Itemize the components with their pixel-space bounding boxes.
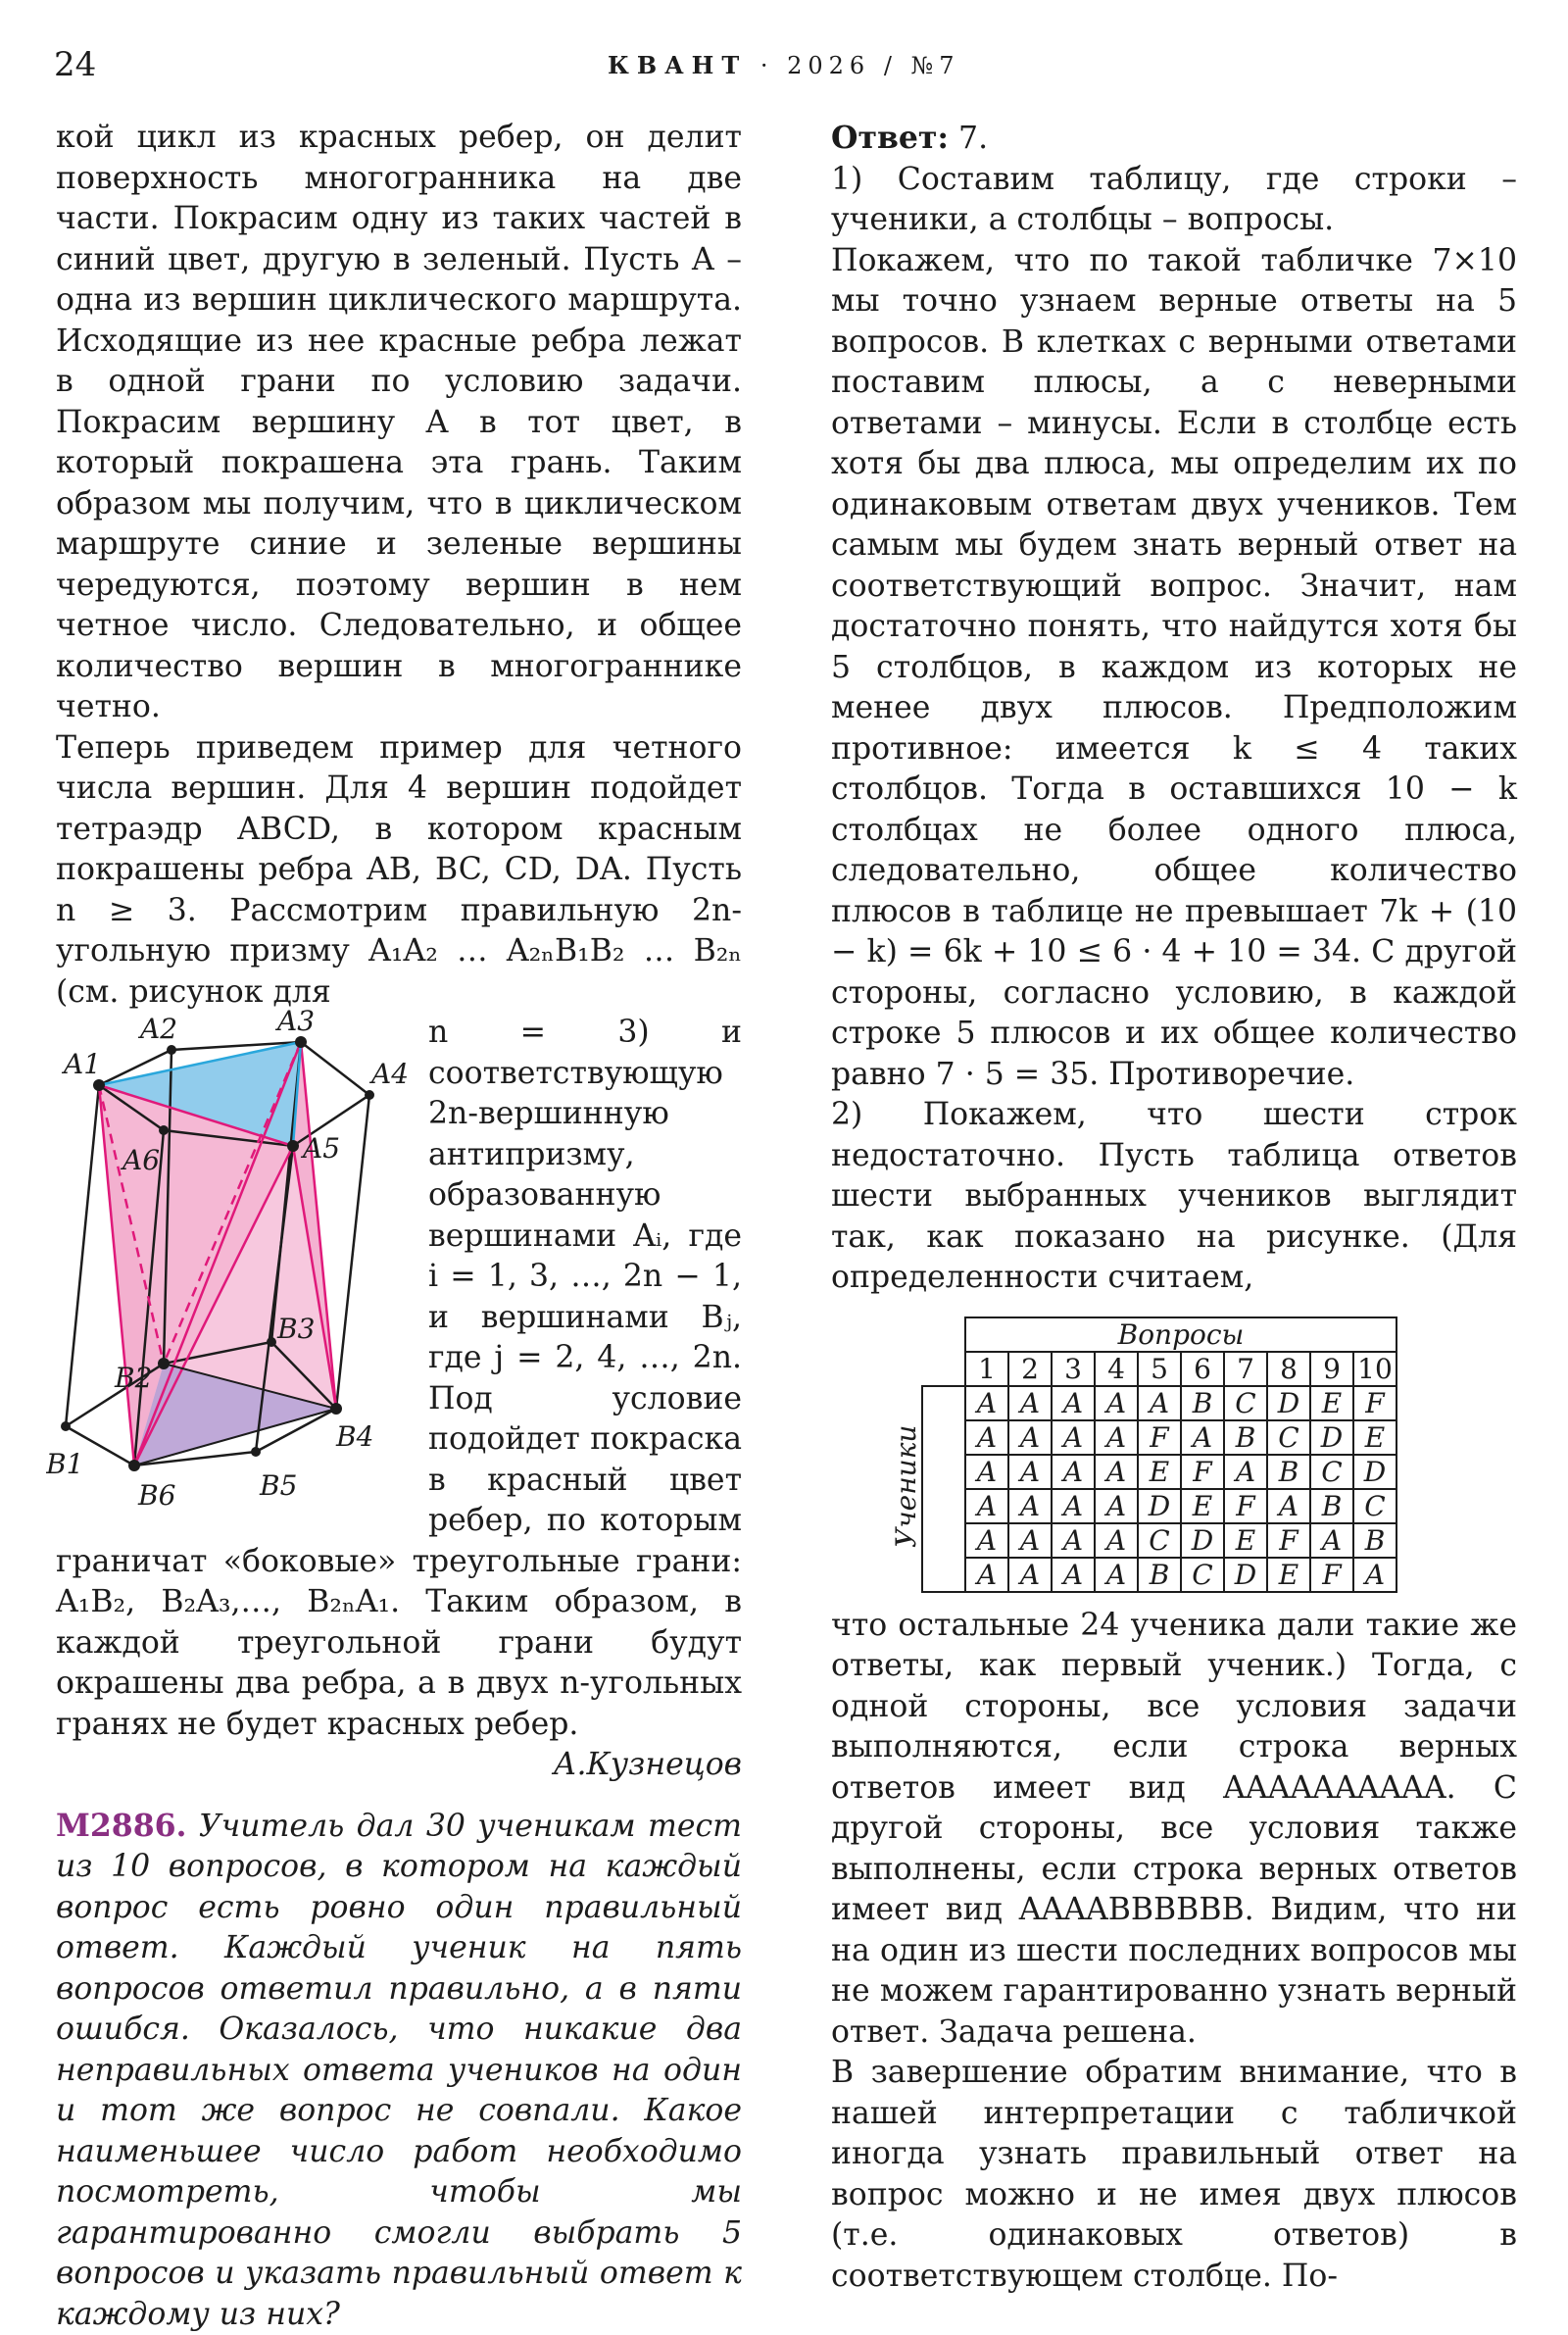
left-column — [56, 118, 742, 2335]
table-cell: A — [1052, 1558, 1095, 1592]
table-cell: A — [1008, 1489, 1052, 1523]
table-cell: A — [1181, 1420, 1224, 1455]
table-side-cell — [922, 1523, 965, 1558]
label-B6: B6 — [137, 1479, 175, 1512]
table-cell: E — [1353, 1420, 1396, 1455]
table-side-cell — [922, 1386, 965, 1420]
problem-text: Учитель дал 30 ученикам тест из 10 вопросов, в котором на каждый вопрос есть ровно один правильный ответ. Каждый ученик на пять вопросов ответил правильно, а в пяти ошибся. Оказалось, что никакие два неправильных ответа учеников на один и тот же вопрос не совпали. Какое наименьшее число работ необходимо посмотреть, чтобы мы гарантированно смогли выбрать 5 вопросов и указать правильный ответ к каждому из них? — [56, 1809, 742, 2332]
table-row — [922, 1420, 1396, 1455]
table-cell: A — [965, 1489, 1008, 1523]
table-cell: A — [1008, 1455, 1052, 1489]
table-row — [922, 1489, 1396, 1523]
table-cell: A — [1095, 1489, 1138, 1523]
table-column-number: 6 — [1181, 1352, 1224, 1386]
table-cell: C — [1353, 1489, 1396, 1523]
table-column-number: 9 — [1310, 1352, 1353, 1386]
table-column-number: 3 — [1052, 1352, 1095, 1386]
vertex — [93, 1079, 105, 1091]
paragraph: 2) Покажем, что шести строк недостаточно. Пусть таблица ответов шести выбранных учеников выглядит так, как показано на рисунке. (Для определенности считаем, — [831, 1095, 1517, 1299]
table-cell: A — [1095, 1523, 1138, 1558]
table-header: Вопросы — [965, 1317, 1396, 1352]
paragraph: Теперь приведем пример для четного числа вершин. Для 4 вершин подойдет тетраэдр ABCD, в котором красным покрашены ребра AB, BC, CD, DA. Пусть n ≥ 3. Рассмотрим правильную 2n-угольную призму A₁A₂ … A₂ₙB₁B₂ … B₂ₙ (см. рисунок для — [56, 728, 742, 1014]
label-A6: A6 — [120, 1144, 160, 1176]
table-side-cell — [922, 1420, 965, 1455]
table-cell: C — [1267, 1420, 1310, 1455]
table-header-row — [922, 1317, 1396, 1352]
table-cell: D — [1310, 1420, 1353, 1455]
table-cell: A — [1008, 1523, 1052, 1558]
table-cell: A — [1008, 1558, 1052, 1592]
vertex — [287, 1140, 299, 1152]
table-corner — [922, 1352, 965, 1386]
table-cell: A — [1224, 1455, 1267, 1489]
table-cell: F — [1353, 1386, 1396, 1420]
vertex — [159, 1125, 169, 1135]
table-cell: B — [1267, 1455, 1310, 1489]
table-cell: E — [1224, 1523, 1267, 1558]
table-cell: A — [1008, 1386, 1052, 1420]
label-A2: A2 — [137, 1013, 177, 1045]
table-cell: A — [1095, 1455, 1138, 1489]
table-cell: E — [1310, 1386, 1353, 1420]
vertex — [167, 1045, 176, 1055]
paragraph: кой цикл из красных ребер, он делит поверхность многогранника на две части. Покрасим одну из таких частей в синий цвет, другую в зеленый. Пусть A – одна из вершин циклического маршрута. Исходящие из нее красные ребра лежат в одной грани по условию задачи. Покрасим вершину A в тот цвет, в который покрашена эта грань. Таким образом мы получим, что в циклическом маршруте синие и зеленые вершины чередуются, поэтому вершин в нем четное число. Следовательно, и общее количество вершин в многограннике четно. — [56, 118, 742, 728]
table-side-cell — [922, 1489, 965, 1523]
table-cell: B — [1353, 1523, 1396, 1558]
paragraph: Покажем, что по такой табличке 7×10 мы точно узнаем верные ответы на 5 вопросов. В клетках с верными ответами поставим плюсы, а с неверными ответами – минусы. Если в столбце есть хотя бы два плюса, мы определим их по одинаковым ответам двух учеников. Тем самым мы будем знать верный ответ на соответствующий вопрос. Значит, нам достаточно понять, что найдутся хотя бы 5 столбцов, в каждом из которых не менее двух плюсов. Предположим противное: имеется k ≤ 4 таких столбцов. Тогда в оставшихся 10 − k столбцах не более одного плюса, следовательно, общее количество плюсов в таблице не превышает 7k + (10 − k) = 6k + 10 ≤ 6 · 4 + 10 = 34. С другой стороны, согласно условию, в каждой строке 5 плюсов и их общее количество равно 7 · 5 = 35. Противоречие. — [831, 241, 1517, 1096]
table-cell: D — [1181, 1523, 1224, 1558]
table-cell: B — [1224, 1420, 1267, 1455]
table-cell: F — [1138, 1420, 1181, 1455]
table-cell: A — [1052, 1455, 1095, 1489]
table-cell: C — [1181, 1558, 1224, 1592]
running-header — [608, 51, 960, 79]
vertex — [158, 1358, 170, 1369]
vertex — [330, 1403, 342, 1415]
table-column-number: 2 — [1008, 1352, 1052, 1386]
vertex — [128, 1460, 140, 1471]
table-cell: A — [1095, 1420, 1138, 1455]
table-cell: A — [1095, 1558, 1138, 1592]
prism-edge — [66, 1085, 99, 1426]
table-cell: D — [1138, 1489, 1181, 1523]
table-row — [922, 1558, 1396, 1592]
table-cell: A — [965, 1386, 1008, 1420]
table-cell: B — [1181, 1386, 1224, 1420]
table-row — [922, 1523, 1396, 1558]
label-B4: B4 — [335, 1420, 373, 1453]
paragraph: n = 3) и соответствующую 2n-вершинную антипризму, образованную вершинами Aᵢ, где i = 1, 3, …, 2n − 1, и вершинами Bⱼ, где j = 2, 4, …, 2n. Под условие подойдет покраска в красный цвет ребер, по которым граничат «боковые» треугольные грани: A₁B₂, B₂A₃,…, B₂ₙA₁. Таким образом, в каждой треугольной грани будут окрашены два ребра, а в двух n-угольных гранях не будет красных ребер. — [56, 1013, 742, 1745]
vertex — [251, 1447, 261, 1457]
table-cell: F — [1310, 1558, 1353, 1592]
answer-value: 7. — [949, 121, 988, 156]
table-cell: A — [1267, 1489, 1310, 1523]
table-cell: A — [1353, 1558, 1396, 1592]
label-B3: B3 — [276, 1313, 315, 1345]
table-cell: A — [1052, 1523, 1095, 1558]
magazine-title: КВАНТ — [608, 51, 747, 79]
table-column-number: 10 — [1353, 1352, 1396, 1386]
vertex — [61, 1421, 71, 1431]
table-column-number: 1 — [965, 1352, 1008, 1386]
vertex — [267, 1337, 276, 1347]
answers-table-figure — [831, 1317, 1517, 1596]
table-column-numbers — [922, 1352, 1396, 1386]
author-signature: А.Кузнецов — [56, 1745, 742, 1786]
paragraph: 1) Составим таблицу, где строки – ученики, а столбцы – вопросы. — [831, 160, 1517, 241]
label-A1: A1 — [61, 1048, 101, 1080]
issue-number: 2026 / №7 — [787, 52, 959, 79]
paragraph: что остальные 24 ученика дали такие же ответы, как первый ученик.) Тогда, с одной стороны, все условия задачи выполняются, если строка верных ответов имеет вид AAAAAAAAAA. С другой стороны, все условия также выполнены, если строка верных ответов имеет вид AAAABBBBBB. Видим, что ни на один из шести последних вопросов мы не можем гарантированно узнать верный ответ. Задача решена. — [831, 1606, 1517, 2054]
table-column-number: 7 — [1224, 1352, 1267, 1386]
problem-statement — [56, 1806, 742, 2335]
table-side-cell — [922, 1455, 965, 1489]
table-cell: B — [1310, 1489, 1353, 1523]
table-cell: D — [1224, 1558, 1267, 1592]
antiprism-svg — [46, 1009, 428, 1518]
answer-line — [831, 118, 1517, 160]
prism-edge — [336, 1095, 369, 1409]
table-cell: F — [1181, 1455, 1224, 1489]
table-column-number: 8 — [1267, 1352, 1310, 1386]
page-number: 24 — [54, 45, 96, 84]
table-cell: F — [1267, 1523, 1310, 1558]
table-cell: F — [1224, 1489, 1267, 1523]
vertex — [365, 1090, 374, 1100]
table-cell: C — [1138, 1523, 1181, 1558]
table-cell: E — [1181, 1489, 1224, 1523]
answer-label: Ответ: — [831, 120, 949, 156]
table-cell: E — [1138, 1455, 1181, 1489]
label-A3: A3 — [274, 1009, 315, 1037]
table-cell: E — [1267, 1558, 1310, 1592]
table-cell: A — [1052, 1420, 1095, 1455]
table-cell: A — [1052, 1386, 1095, 1420]
right-column — [831, 118, 1517, 2297]
table-cell: C — [1310, 1455, 1353, 1489]
table-side-label: Ученики — [886, 1424, 927, 1547]
table-row — [922, 1386, 1396, 1420]
table-cell: C — [1224, 1386, 1267, 1420]
table-cell: A — [965, 1455, 1008, 1489]
table-row — [922, 1455, 1396, 1489]
table-cell: D — [1267, 1386, 1310, 1420]
table-column-number: 5 — [1138, 1352, 1181, 1386]
table-cell: A — [965, 1420, 1008, 1455]
header-separator: · — [760, 52, 774, 79]
table-cell: A — [1138, 1386, 1181, 1420]
label-B5: B5 — [259, 1469, 297, 1502]
table-side-cell — [922, 1558, 965, 1592]
label-A5: A5 — [300, 1132, 340, 1165]
table-column-number: 4 — [1095, 1352, 1138, 1386]
table-cell: A — [1052, 1489, 1095, 1523]
table-cell: D — [1353, 1455, 1396, 1489]
label-B2: B2 — [114, 1362, 152, 1394]
table-cell: A — [1008, 1420, 1052, 1455]
paragraph: В завершение обратим внимание, что в нашей интерпретации с табличкой иногда узнать правильный ответ на вопрос можно и не имея двух плюсов (т.е. одинаковых ответов) в соответствующем столбце. По- — [831, 2053, 1517, 2297]
table-cell: A — [1310, 1523, 1353, 1558]
answers-table — [921, 1317, 1397, 1593]
label-A4: A4 — [368, 1058, 409, 1090]
problem-number: M2886. — [56, 1808, 187, 1844]
table-cell: A — [1095, 1386, 1138, 1420]
vertex — [295, 1036, 307, 1048]
table-cell: B — [1138, 1558, 1181, 1592]
antiprism-figure — [56, 1017, 420, 1512]
table-corner — [922, 1317, 965, 1352]
label-B1: B1 — [46, 1448, 83, 1480]
table-cell: A — [965, 1523, 1008, 1558]
table-cell: A — [965, 1558, 1008, 1592]
